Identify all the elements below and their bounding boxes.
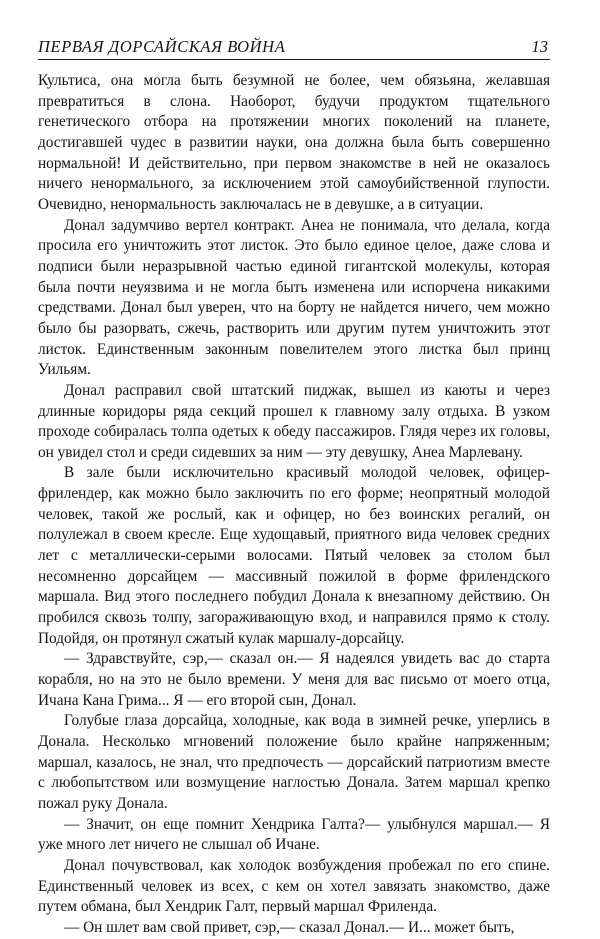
dialogue-paragraph: — Значит, он еще помнит Хендрика Галта?— улыбнулся маршал.— Я уже много лет ничего не слышал об Ичане. (38, 815, 550, 854)
running-title: ПЕРВАЯ ДОРСАЙСКАЯ ВОЙНА (38, 37, 286, 56)
page-number: 13 (531, 37, 548, 56)
paragraph: Донал задумчиво вертел контракт. Анеа не понимала, что делала, когда просила его уничтожить этот листок. Это было единое целое, даже слова и подписи были неразрывной частью единой гигантской молекулы, которая была почти неуязвима и не могла быть изменена или испорчена никакими средствами. Донал был уверен, что на борту не найдется ничего, чем можно было бы разорвать, сжечь, растворить или другим путем уничтожить этот листок. Единственным законным повелителем этого листка был принц Уильям. (38, 216, 550, 379)
page-header (38, 37, 550, 63)
body-text (38, 71, 550, 939)
paragraph: Донал почувствовал, как холодок возбуждения пробежал по его спине. Единственный человек из всех, с кем он хотел завязать знакомство, даже путем обмана, был Хендрик Галт, первый маршал Фриленда. (38, 856, 550, 916)
paragraph: Голубые глаза дорсайца, холодные, как вода в зимней речке, уперлись в Донала. Несколько мгновений положение было крайне напряженным; маршал, казалось, не знал, что предпочесть — дорсайский патриотизм вместе с любопытством или возмущение наглостью Донала. Затем маршал крепко пожал руку Донала. (38, 712, 550, 812)
dialogue-paragraph: — Он шлет вам свой привет, сэр,— сказал Донал.— И... может быть, (64, 918, 515, 936)
dialogue-paragraph: — Здравствуйте, сэр,— сказал он.— Я надеялся увидеть вас до старта корабля, но на это не было времени. У меня для вас письмо от моего отца, Ичана Кана Грима... Я — его второй сын, Донал. (38, 650, 550, 709)
paragraph: Донал расправил свой штатский пиджак, вышел из каюты и через длинные коридоры ряда секций прошел к главному залу отдыха. В узком проходе собиралась толпа одетых к обеду пассажиров. Глядя через их головы, он увидел стол и среди сидевших за ним — эту девушку, Анеа Марлевану. (38, 381, 550, 461)
header-rule (38, 59, 550, 60)
paragraph: Культиса, она могла быть безумной не более, чем обязьяна, желавшая превратиться в слона. Наоборот, будучи продуктом тщательного генетического отбора на протяжении многих поколений на планете, достигавшей чудес в развитии науки, она должна была быть совершенно нормальной! И действительно, при первом знакомстве в ней не оказалось ничего ненормального, за исключением этой самоубийственной глупости. Очевидно, ненормальность заключалась не в девушке, а в ситуации. (38, 72, 550, 213)
paragraph: В зале были исключительно красивый молодой человек, офицер-фрилендер, как можно было заключить по его форме; неопрятный молодой человек, такой же рослый, как и офицер, но без воинских регалий, он полулежал в своем кресле. Еще худощавый, приятного вида человек средних лет с металлически-серыми волосами. Пятый человек за столом был несомненно дорсайцем — массивный пожилой в форме фрилендского маршала. Вид этого последнего побудил Донала к внезапному действию. Он пробился сквозь толпу, загораживающую вход, и направился прямо к столу. Подойдя, он протянул сжатый кулак маршалу-дорсайцу. (38, 464, 550, 647)
